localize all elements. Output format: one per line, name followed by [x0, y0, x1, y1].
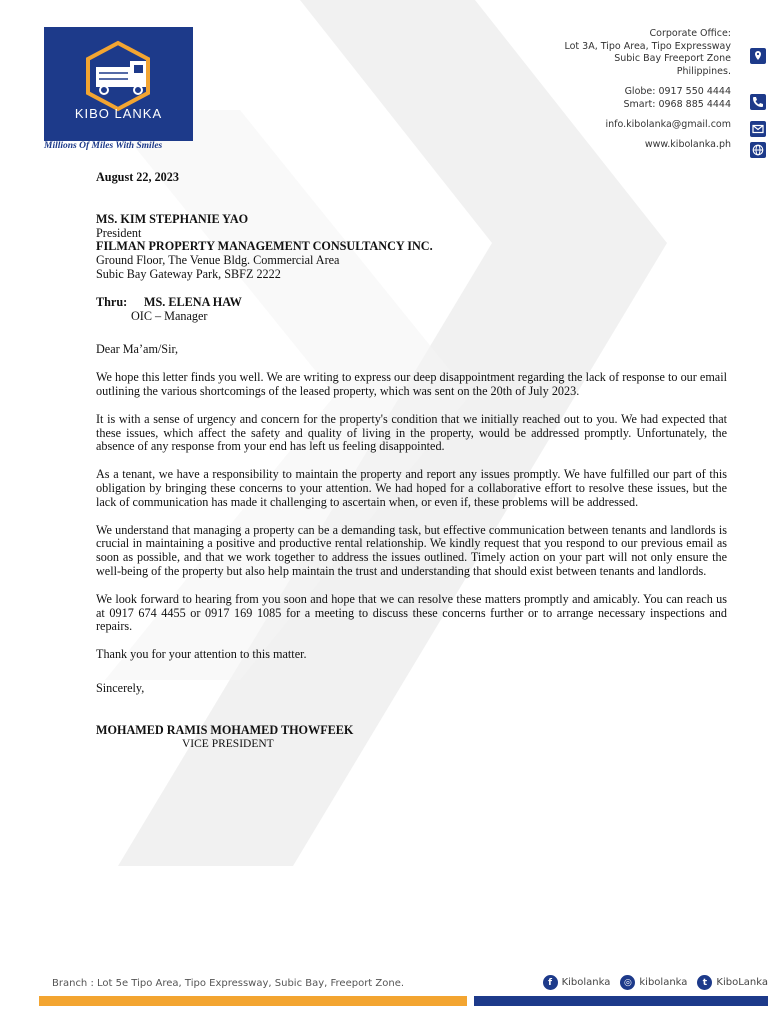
facebook-handle[interactable]: Kibolanka	[561, 977, 611, 988]
phone-globe: Globe: 0917 550 4444	[624, 86, 731, 97]
recipient-company: FILMAN PROPERTY MANAGEMENT CONSULTANCY INC.	[96, 239, 433, 254]
company-logo	[44, 27, 193, 141]
thanks-line: Thank you for your attention to this matter.	[96, 647, 307, 662]
thru-title: OIC – Manager	[131, 308, 208, 323]
location-icon	[750, 48, 766, 64]
phone-smart: Smart: 0968 885 4444	[623, 98, 731, 110]
footer-branch-address: Branch : Lot 5e Tipo Area, Tipo Expressway, Subic Bay, Freeport Zone.	[52, 978, 405, 989]
closing: Sincerely,	[96, 680, 145, 695]
thru-name: MS. ELENA HAW	[144, 294, 242, 309]
email-address: info.kibolanka@gmail.com	[605, 119, 731, 130]
paragraph-1: We hope this letter finds you well. We are writing to express our deep disappointment regarding the lack of response to our email outlining the various shortcomings of the leased property, which was sent on the 20th of July 2023.	[96, 370, 727, 398]
address-line-1: Lot 3A, Tipo Area, Tipo Expressway	[564, 40, 731, 52]
recipient-title: President	[96, 225, 142, 240]
address-line-3: Philippines.	[676, 65, 731, 77]
facebook-icon[interactable]: f	[543, 975, 558, 990]
globe-icon	[750, 142, 766, 158]
signatory-name: MOHAMED RAMIS MOHAMED THOWFEEK	[96, 722, 354, 737]
twitter-handle[interactable]: KiboLanka	[716, 977, 768, 988]
recipient-name: MS. KIM STEPHANIE YAO	[96, 211, 249, 226]
footer-bar-orange	[39, 996, 467, 1006]
address-line-2: Subic Bay Freeport Zone	[614, 53, 731, 64]
paragraph-3: As a tenant, we have a responsibility to maintain the property and report any issues promptly. We have fulfilled our part of this obligation by bringing these concerns to your attention. We had hoped for a collaborative effort to resolve these issues, but the lack of communication has made it challenging to ascertain when, or even if, these problems will be addressed.	[96, 467, 727, 509]
instagram-handle[interactable]: kibolanka	[639, 977, 688, 988]
footer-bar-blue	[474, 996, 768, 1006]
phone-icon	[750, 94, 766, 110]
twitter-icon[interactable]: t	[697, 975, 712, 990]
address-title: Corporate Office:	[649, 28, 731, 39]
instagram-icon[interactable]: ◎	[620, 975, 635, 990]
truck-logo-icon	[44, 27, 193, 117]
company-tagline: Millions Of Miles With Smiles	[44, 141, 163, 151]
website-address: www.kibolanka.ph	[644, 138, 731, 150]
mail-icon	[750, 121, 766, 137]
social-links	[537, 975, 768, 990]
thru-label: Thru:	[96, 294, 128, 309]
thru-line	[96, 296, 727, 310]
paragraph-4: We understand that managing a property can be a demanding task, but effective communication between tenants and landlords is crucial in maintaining a positive and productive rental relationship. We kindly request that you respond to our previous email as soon as possible, and that we work together to address the issues outlined. Timely action on your part will not only ensure the well-being of the property but also help maintain the trust and understanding that should exist between tenants and landlords.	[96, 522, 727, 578]
salutation: Dear Ma’am/Sir,	[96, 342, 179, 357]
signatory-title: VICE PRESIDENT	[182, 737, 274, 750]
recipient-address-2: Subic Bay Gateway Park, SBFZ 2222	[96, 266, 281, 281]
logo-wordmark: KIBO LANKA	[74, 106, 163, 121]
paragraph-5: We look forward to hearing from you soon and hope that we can resolve these matters promptly and amicably. You can reach us at 0917 674 4455 or 0917 169 1085 for a meeting to discuss these concerns further or to arrange necessary inspections and repairs.	[96, 591, 727, 634]
recipient-address-1: Ground Floor, The Venue Bldg. Commercial Area	[96, 253, 340, 268]
letter-date: August 22, 2023	[96, 170, 179, 184]
paragraph-2: It is with a sense of urgency and concern for the property's condition that we initially reached out to you. We had expected that these issues, which affect the safety and quality of living in the property, would be addressed promptly. Unfortunately, the absence of any response from your end has left us feeling disappointed.	[96, 411, 727, 454]
letter-body	[96, 171, 727, 751]
contact-block	[564, 28, 731, 151]
